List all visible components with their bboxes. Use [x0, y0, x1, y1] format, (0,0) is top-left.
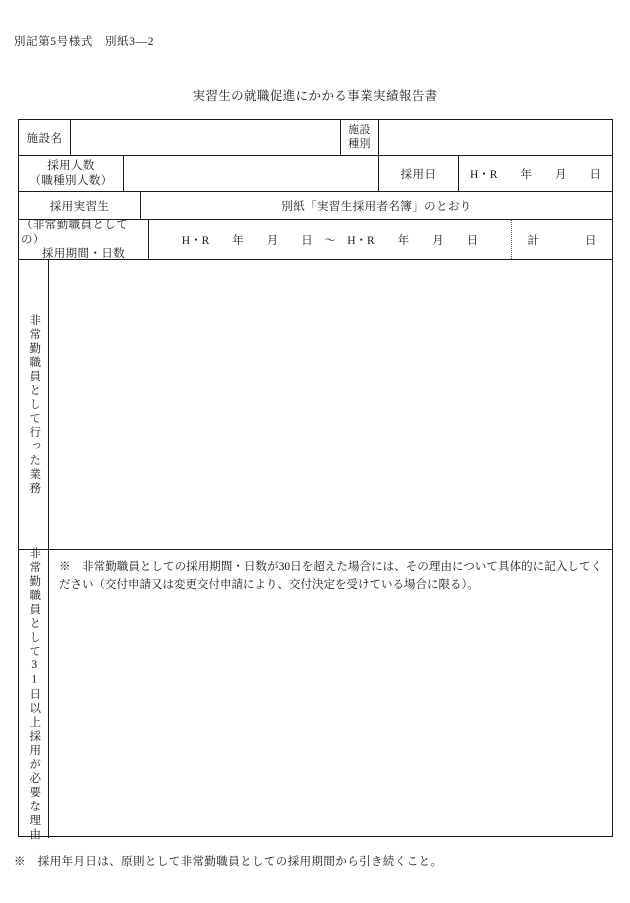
- hire-date-input[interactable]: H・R 年 月 日: [470, 168, 601, 181]
- duties-vertical-label: [19, 260, 49, 549]
- table-row-facility: [19, 120, 612, 156]
- facility-name-label: 施設名: [19, 120, 71, 155]
- trainees-value: 別紙「実習生採用者名簿」のとおり: [281, 200, 472, 213]
- period-label-line2: 採用期間・日数: [41, 247, 126, 259]
- facility-type-label-line2: 種別: [348, 137, 371, 150]
- hired-count-label: [19, 156, 124, 191]
- hired-count-input[interactable]: [124, 156, 379, 191]
- facility-type-label-line1: 施設: [348, 124, 371, 137]
- hired-count-label-line2: （職種別人数）: [29, 174, 113, 187]
- reason-textarea[interactable]: [49, 550, 612, 838]
- duties-vertical-label-text: 非常勤職員として行った業務: [28, 313, 41, 496]
- hire-date-label: 採用日: [379, 156, 459, 191]
- period-input[interactable]: H・R 年 月 日 ～ H・R 年 月 日: [149, 220, 512, 259]
- period-total-days-input[interactable]: 計 日: [527, 234, 597, 247]
- section-duties: [19, 260, 612, 550]
- facility-type-input[interactable]: [379, 120, 612, 155]
- reason-note-text: ※ 非常勤職員としての採用期間・日数が30日を超えた場合には、その理由について具体的に記入してください（交付申請又は変更交付申請により、交付決定を受けている場合に限る）。: [59, 561, 602, 592]
- form-code: 別記第5号様式 別紙3—2: [14, 36, 155, 48]
- report-form-table: [18, 119, 613, 842]
- page-footnote: ※ 採用年月日は、原則として非常勤職員としての採用期間から引き続くこと。: [14, 856, 443, 868]
- table-row-period: [19, 220, 612, 260]
- reason-vertical-label: [19, 546, 49, 842]
- reason-vertical-label-text: 非常勤職員として31日以上採用が必要な理由: [28, 546, 41, 842]
- period-label-line1: （非常勤職員としての）: [21, 220, 129, 246]
- section-reason: [19, 546, 612, 842]
- facility-name-input[interactable]: [71, 120, 341, 155]
- hired-count-label-line1: 採用人数: [47, 160, 95, 173]
- trainees-label: 採用実習生: [19, 192, 141, 219]
- page-title: 実習生の就職促進にかかる事業実績報告書: [192, 89, 438, 103]
- table-row-trainees: [19, 192, 612, 220]
- period-label: [19, 220, 149, 259]
- duties-textarea[interactable]: [49, 260, 612, 549]
- table-row-hired-count: [19, 156, 612, 192]
- facility-type-label: [341, 120, 379, 155]
